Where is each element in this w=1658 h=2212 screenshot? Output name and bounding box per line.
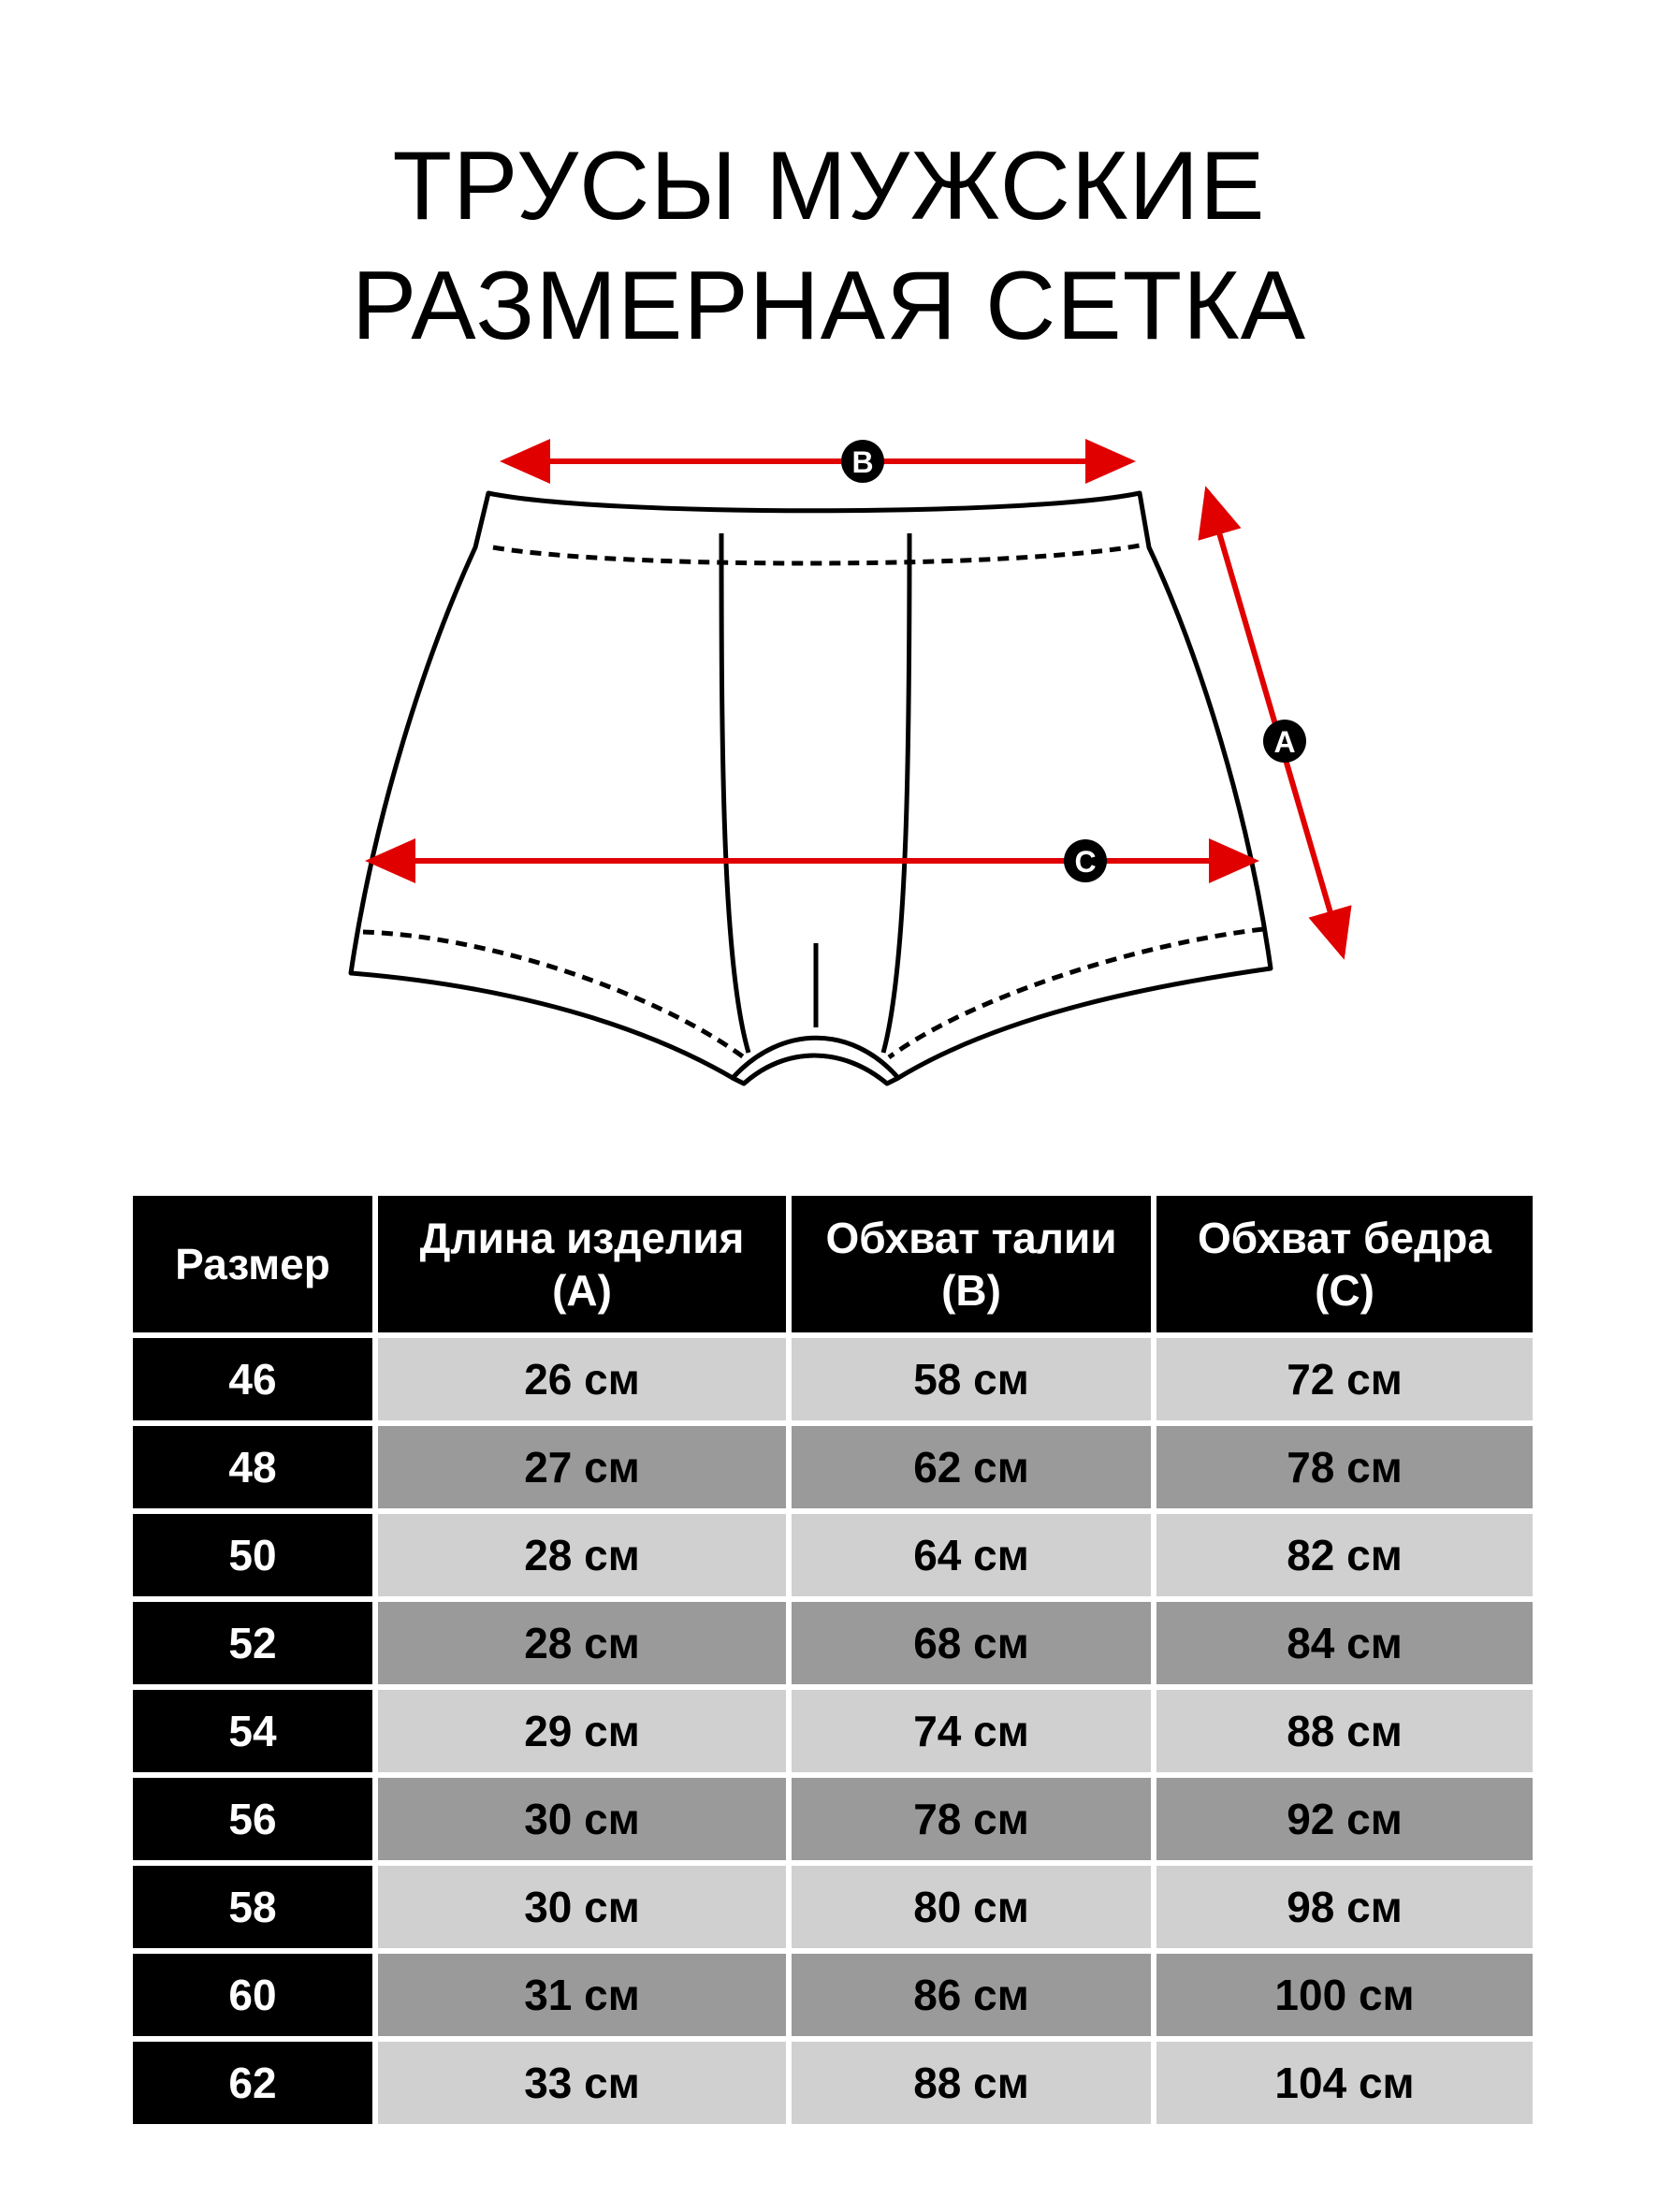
waist-cell: 68 см [792,1602,1151,1684]
length-cell: 28 см [378,1514,786,1596]
length-cell: 27 см [378,1426,786,1508]
marker-c [1064,839,1107,882]
marker-a-label: A [1273,725,1296,759]
page-title [0,126,1658,366]
table-row [133,1690,1533,1772]
hip-cell: 98 см [1156,1866,1533,1948]
header-hip [1156,1196,1533,1332]
waist-cell: 86 см [792,1954,1151,2036]
waist-cell: 64 см [792,1514,1151,1596]
size-table [127,1190,1538,2130]
marker-c-label: C [1074,845,1097,879]
table-row [133,1338,1533,1420]
hip-cell: 88 см [1156,1690,1533,1772]
length-cell: 31 см [378,1954,786,2036]
title-line-2: РАЗМЕРНАЯ СЕТКА [351,252,1307,360]
waist-cell: 58 см [792,1338,1151,1420]
hip-cell: 84 см [1156,1602,1533,1684]
length-cell: 28 см [378,1602,786,1684]
size-cell: 56 [133,1778,372,1860]
waist-cell: 62 см [792,1426,1151,1508]
header-size: Размер [133,1196,372,1332]
waist-cell: 80 см [792,1866,1151,1948]
header-length [378,1196,786,1332]
title-line-1: ТРУСЫ МУЖСКИЕ [392,132,1266,240]
hip-cell: 78 см [1156,1426,1533,1508]
waist-cell: 88 см [792,2042,1151,2124]
length-cell: 29 см [378,1690,786,1772]
marker-b [841,440,884,483]
length-cell: 30 см [378,1778,786,1860]
length-cell: 30 см [378,1866,786,1948]
length-cell: 26 см [378,1338,786,1420]
hip-cell: 100 см [1156,1954,1533,2036]
hip-cell: 72 см [1156,1338,1533,1420]
table-row [133,1602,1533,1684]
header-waist-text: Обхват талии (B) [825,1214,1117,1315]
table-row [133,1954,1533,2036]
waist-cell: 74 см [792,1690,1151,1772]
table-row [133,2042,1533,2124]
size-cell: 58 [133,1866,372,1948]
marker-b-label: B [851,445,874,479]
size-cell: 52 [133,1602,372,1684]
header-length-text: Длина изделия (A) [419,1214,745,1315]
underwear-diagram [0,421,1658,1142]
size-cell: 46 [133,1338,372,1420]
briefs-outline [351,493,1271,1084]
size-cell: 54 [133,1690,372,1772]
header-waist [792,1196,1151,1332]
table-row [133,1426,1533,1508]
size-cell: 60 [133,1954,372,2036]
table-row [133,1514,1533,1596]
table-row [133,1866,1533,1948]
hip-cell: 92 см [1156,1778,1533,1860]
size-cell: 50 [133,1514,372,1596]
length-cell: 33 см [378,2042,786,2124]
waist-cell: 78 см [792,1778,1151,1860]
size-cell: 48 [133,1426,372,1508]
marker-a [1263,720,1306,763]
header-hip-text: Обхват бедра (C) [1197,1214,1492,1315]
table-header-row [133,1196,1533,1332]
size-cell: 62 [133,2042,372,2124]
table-row [133,1778,1533,1860]
hip-cell: 104 см [1156,2042,1533,2124]
hip-cell: 82 см [1156,1514,1533,1596]
